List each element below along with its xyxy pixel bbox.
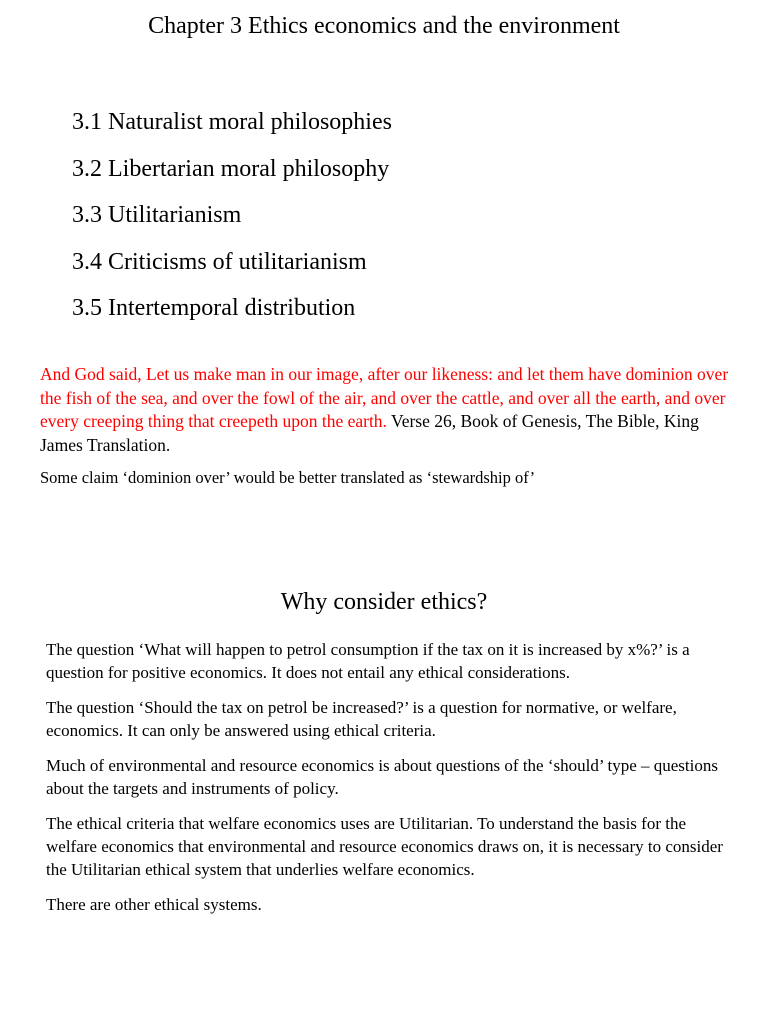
- paragraph-positive-economics: The question ‘What will happen to petrol consumption if the tax on it is increased by x%?’ is a question for positive economics. It does not entail any ethical considerations.: [46, 640, 690, 682]
- section-title: Why consider ethics?: [280, 589, 488, 615]
- quote-citation: Verse 26, Book of Genesis, The Bible, King James Translation.: [40, 411, 699, 455]
- paragraph-other-systems: There are other ethical systems.: [46, 895, 262, 914]
- chapter-title: Chapter 3 Ethics economics and the environment: [148, 13, 620, 39]
- bible-quote-block: [40, 363, 740, 457]
- toc-item: 3.3 Utilitarianism: [72, 202, 242, 228]
- translation-note: Some claim ‘dominion over’ would be better translated as ‘stewardship of’: [40, 468, 536, 487]
- toc-item: 3.2 Libertarian moral philosophy: [72, 155, 390, 182]
- paragraph-utilitarian-criteria: The ethical criteria that welfare economics uses are Utilitarian. To understand the basis for the welfare economics that environmental and resource economics draws on, it is necessary to consider the Utilitarian ethical system that underlies welfare economics.: [46, 814, 723, 879]
- paragraph-normative-economics: The question ‘Should the tax on petrol be increased?’ is a question for normative, or welfare, economics. It can only be answered using ethical criteria.: [46, 698, 677, 740]
- table-of-contents: [72, 106, 392, 339]
- bible-quote: And God said, Let us make man in our image, after our likeness: and let them have dominion over the fish of the sea, and over the fowl of the air, and over the cattle, and over all the earth, and over every creeping thing that creepeth upon the earth.: [40, 364, 729, 431]
- toc-item: 3.5 Intertemporal distribution: [72, 295, 356, 321]
- slide-why-ethics: [0, 512, 768, 1024]
- toc-item: 3.4 Criticisms of utilitarianism: [72, 248, 367, 275]
- paragraph-should-questions: Much of environmental and resource economics is about questions of the ‘should’ type – questions about the targets and instruments of policy.: [46, 756, 718, 798]
- toc-item: 3.1 Naturalist moral philosophies: [72, 109, 392, 135]
